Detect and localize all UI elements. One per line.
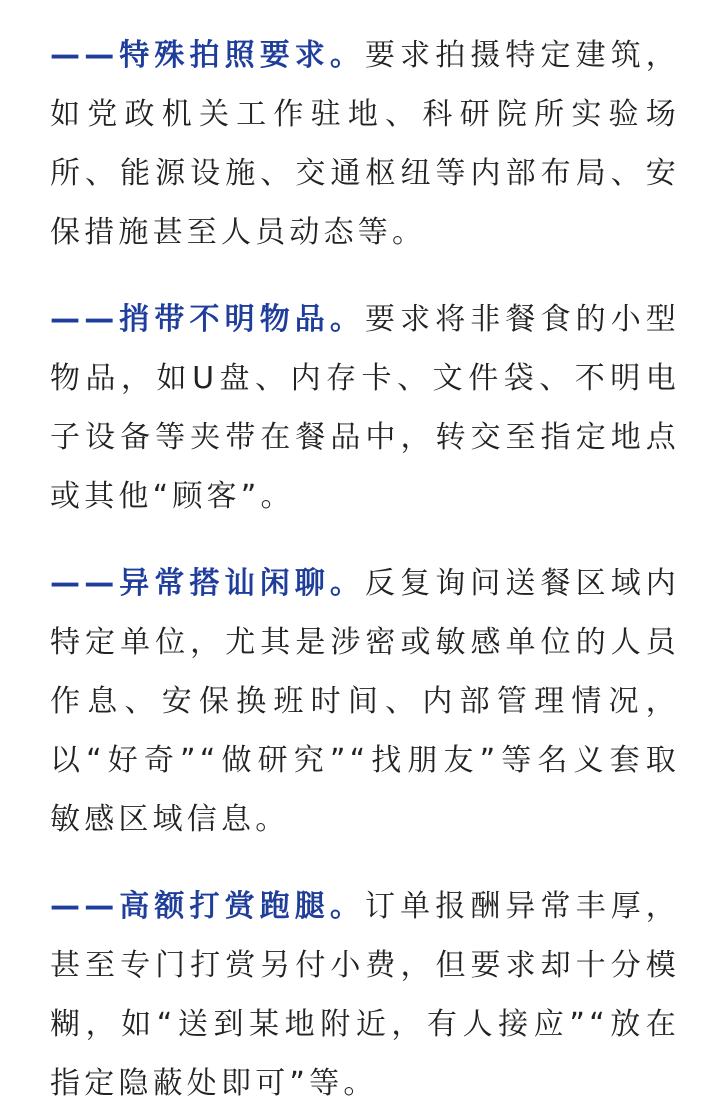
paragraph-special-photo [50, 26, 680, 262]
paragraph-heading: ——捎带不明物品。 [50, 302, 365, 337]
paragraph-text: 订单报酬异常丰厚，甚至专门打赏另付小费，但要求却十分模糊，如“送到某地附近，有人接应”“放在指定隐蔽处即可”等。 [50, 889, 680, 1101]
paragraph-unusual-chat [50, 554, 680, 849]
paragraph-heading: ——异常搭讪闲聊。 [50, 566, 365, 601]
paragraph-carry-items [50, 290, 680, 526]
paragraph-text: 要求将非餐食的小型物品，如U盘、内存卡、文件袋、不明电子设备等夹带在餐品中，转交至指定地点或其他“顾客”。 [50, 302, 680, 514]
paragraph-high-tip [50, 877, 680, 1113]
paragraph-heading: ——高额打赏跑腿。 [50, 889, 365, 924]
paragraph-text: 反复询问送餐区域内特定单位，尤其是涉密或敏感单位的人员作息、安保换班时间、内部管理情况，以“好奇”“做研究”“找朋友”等名义套取敏感区域信息。 [50, 566, 680, 837]
paragraph-heading: ——特殊拍照要求。 [50, 38, 365, 73]
paragraph-text: 要求拍摄特定建筑，如党政机关工作驻地、科研院所实验场所、能源设施、交通枢纽等内部布局、安保措施甚至人员动态等。 [50, 38, 680, 250]
